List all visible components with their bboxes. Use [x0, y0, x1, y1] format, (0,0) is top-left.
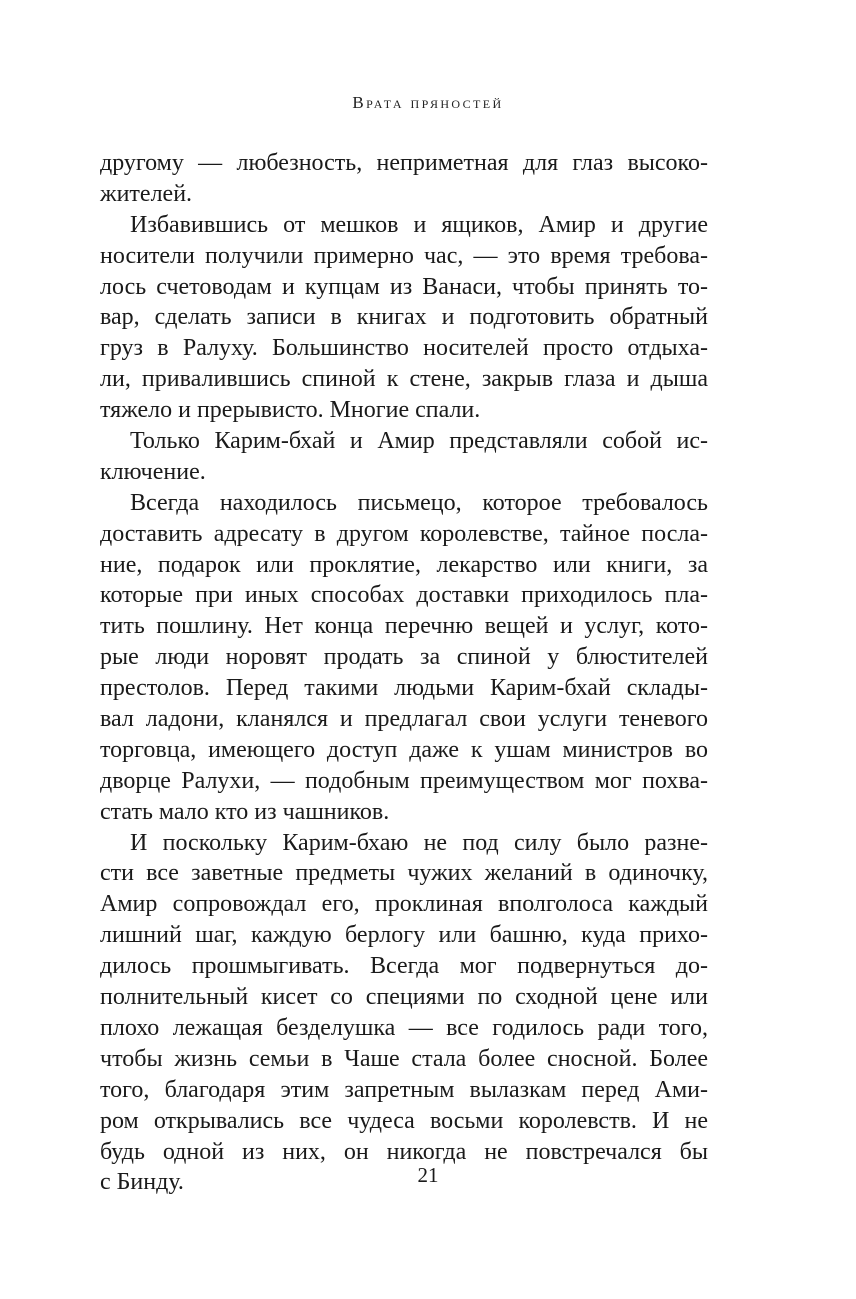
- text-line: того, благодаря этим запретным вылазкам перед Ами-: [100, 1076, 708, 1103]
- paragraph: [100, 488, 708, 828]
- text-line: с Бинду.: [100, 1169, 184, 1196]
- text-line: плохо лежащая безделушка — все годилось ради того,: [100, 1014, 708, 1041]
- text-line: лось счетоводам и купцам из Ванаси, чтобы принять то-: [100, 273, 708, 300]
- text-line: торговца, имеющего доступ даже к ушам министров во: [100, 736, 708, 763]
- text-line: груз в Ралуху. Большинство носителей просто отдыха-: [100, 335, 708, 362]
- text-line: престолов. Перед такими людьми Карим-бхай склады-: [100, 675, 708, 702]
- text-line: лишний шаг, каждую берлогу или башню, куда прихо-: [100, 922, 708, 949]
- text-line: доставить адресату в другом королевстве, тайное посла-: [100, 520, 708, 547]
- text-line: ли, привалившись спиной к стене, закрыв глаза и дыша: [100, 366, 708, 393]
- text-line: рые люди норовят продать за спиной у блюстителей: [100, 644, 708, 671]
- paragraph: [100, 426, 708, 488]
- page-number: 21: [417, 1163, 439, 1187]
- text-line: стать мало кто из чашников.: [100, 798, 390, 825]
- text-line: дворце Ралухи, — подобным преимуществом мог похва-: [100, 767, 708, 794]
- running-head: Врата пряностей: [352, 93, 504, 112]
- text-line: носители получили примерно час, — это время требова-: [100, 242, 708, 269]
- text-line: сти все заветные предметы чужих желаний в одиночку,: [100, 860, 708, 887]
- body-text: [100, 148, 708, 1198]
- text-line: тить пошлину. Нет конца перечню вещей и услуг, кото-: [100, 613, 708, 640]
- text-line: жителей.: [100, 180, 193, 207]
- text-line: полнительный кисет со специями по сходной цене или: [100, 984, 708, 1011]
- text-line: Только Карим-бхай и Амир представляли собой ис-: [130, 428, 708, 455]
- text-line: Всегда находилось письмецо, которое требовалось: [130, 489, 708, 516]
- text-line: дилось прошмыгивать. Всегда мог подвернуться до-: [100, 953, 708, 980]
- text-line: которые при иных способах доставки приходилось пла-: [100, 582, 708, 609]
- text-line: И поскольку Карим-бхаю не под силу было разне-: [130, 829, 708, 856]
- text-line: чтобы жизнь семьи в Чаше стала более сносной. Более: [100, 1045, 708, 1072]
- text-line: тяжело и прерывисто. Многие спали.: [100, 397, 481, 424]
- text-line: ключение.: [100, 458, 206, 485]
- text-line: другому — любезность, неприметная для глаз высоко-: [100, 150, 708, 176]
- text-line: вар, сделать записи в книгах и подготовить обратный: [100, 304, 708, 331]
- text-line: ние, подарок или проклятие, лекарство или книги, за: [100, 551, 708, 578]
- text-line: вал ладони, кланялся и предлагал свои услуги теневого: [100, 706, 708, 733]
- text-line: Амир сопровождал его, проклиная вполголоса каждый: [100, 891, 708, 918]
- paragraph: [100, 828, 708, 1199]
- paragraph: [100, 148, 708, 210]
- text-line: Избавившись от мешков и ящиков, Амир и другие: [130, 211, 708, 238]
- text-line: ром открывались все чудеса восьми королевств. И не: [100, 1107, 708, 1134]
- paragraph: [100, 210, 708, 426]
- text-line: будь одной из них, он никогда не повстречался бы: [100, 1138, 708, 1165]
